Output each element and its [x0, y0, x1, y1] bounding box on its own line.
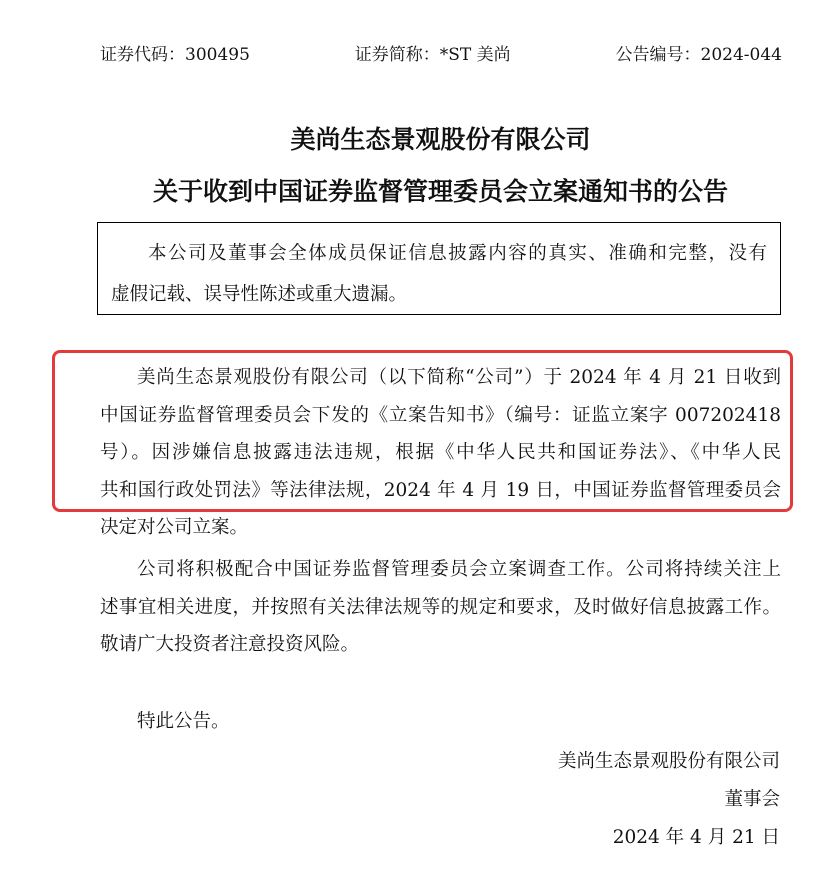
stock-code: 证券代码：300495 [100, 45, 250, 65]
paragraph-line: 共和国行政处罚法》等法律法规，2024 年 4 月 19 日，中国证券监督管理委员会 [100, 479, 781, 501]
company-title: 美尚生态景观股份有限公司 [290, 125, 591, 154]
paragraph-line: 敬请广大投资者注意投资风险。 [100, 634, 360, 655]
paragraph-line: 中国证券监督管理委员会下发的《立案告知书》（编号：证监立案字 007202418 [100, 404, 781, 426]
paragraph-line: 号）。因涉嫌信息披露违法违规，根据《中华人民共和国证券法》、《中华人民 [100, 442, 781, 463]
signature-block [558, 743, 780, 857]
announcement-title: 关于收到中国证券监督管理委员会立案通知书的公告 [152, 177, 728, 206]
header-bar [100, 44, 782, 66]
announcement-number: 公告编号：2024-044 [615, 45, 782, 65]
paragraph-cooperation [100, 551, 781, 664]
signature-date: 2024 年 4 月 21 日 [612, 827, 780, 848]
paragraph-filing-notice [100, 359, 781, 547]
signature-company: 美尚生态景观股份有限公司 [557, 751, 780, 772]
signature-board: 董事会 [724, 789, 780, 810]
paragraph-line: 决定对公司立案。 [100, 517, 249, 538]
disclaimer-line: 虚假记载、误导性陈述或重大遗漏。 [111, 284, 408, 305]
stock-abbreviation: 证券简称：*ST 美尚 [354, 45, 511, 65]
paragraph-line: 述事宜相关进度，并按照有关法律法规等的规定和要求，及时做好信息披露工作。 [100, 596, 781, 618]
closing-statement: 特此公告。 [137, 711, 230, 732]
disclaimer-line: 本公司及董事会全体成员保证信息披露内容的真实、准确和完整，没有 [148, 243, 767, 264]
disclaimer-box [97, 222, 781, 315]
paragraph-line: 美尚生态景观股份有限公司（以下简称“公司”）于 2024 年 4 月 21 日收到 [137, 367, 781, 388]
paragraph-line: 公司将积极配合中国证券监督管理委员会立案调查工作。公司将持续关注上 [137, 559, 781, 580]
